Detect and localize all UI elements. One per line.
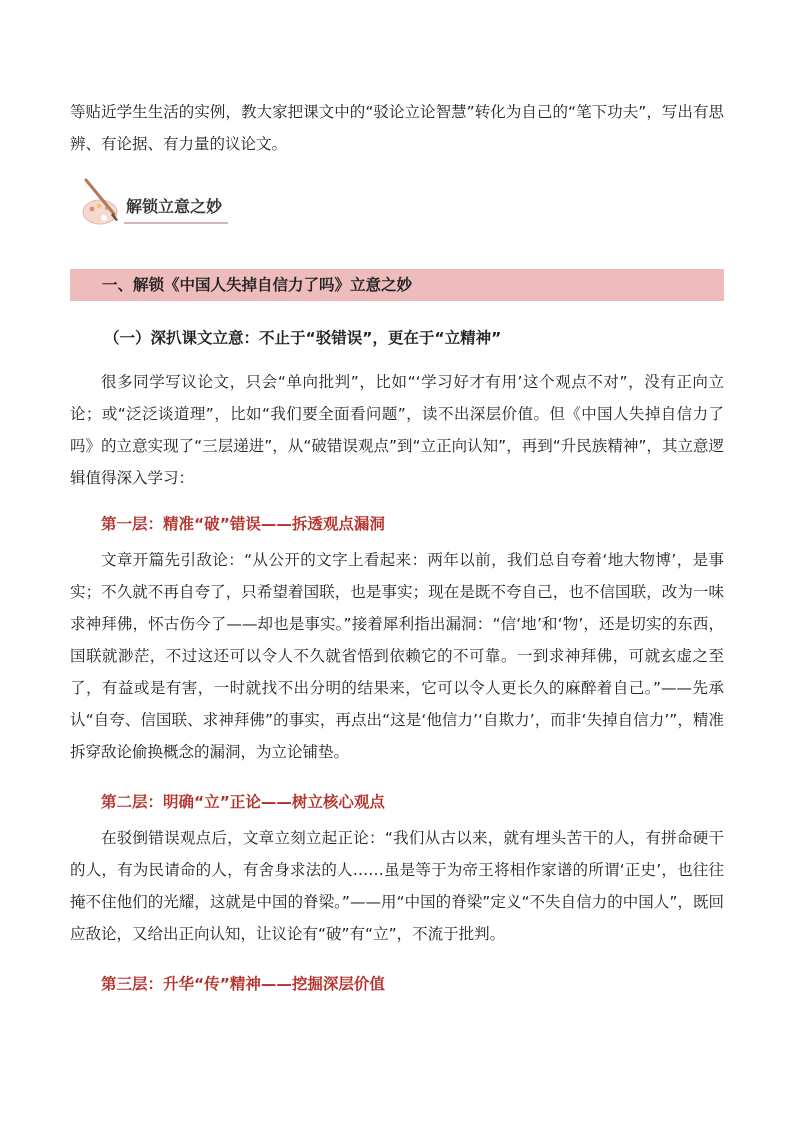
layer1-heading: 第一层：精准“破”错误——拆透观点漏洞 xyxy=(101,515,385,533)
layer1-paragraph: 文章开篇先引敌论：“从公开的文字上看起来：两年以前，我们总自夸着‘地大物博’，是事实；不久就不再自夸了，只希望着国联，也是事实；现在是既不夸自己，也不信国联，改为一味求神拜佛，怀古伤今了——却也是事实。”接着犀利指出漏洞：“信‘地’和‘物’，还是切实的东西，国联就渺茫，不过这还可以令人不久就省悟到依赖它的不可靠。一到求神拜佛，可就玄虚之至了，有益或是有害，一时就找不出分明的结果来，它可以令人更长久的麻醉着自己。”——先承认“自夸、信国联、求神拜佛”的事实，再点出“这是‘他信力’‘自欺力’，而非‘失掉自信力’”，精准拆穿敌论偷换概念的漏洞，为立论铺垫。 xyxy=(70,551,724,761)
section-title: 解锁立意之妙 xyxy=(126,197,223,216)
intro-paragraph: 等贴近学生生活的实例，教大家把课文中的“驳论立论智慧”转化为自己的“笔下功夫”，写出有思辨、有论据、有力量的议论文。 xyxy=(70,103,724,153)
section-underline xyxy=(124,222,228,224)
layer3-heading: 第三层：升华“传”精神——挖掘深层价值 xyxy=(101,975,385,993)
body-paragraph-1: 很多同学写议论文，只会“单向批判”，比如“‘学习好才有用’这个观点不对”，没有正向立论；或“泛泛谈道理”，比如“我们要全面看问题”，读不出深层价值。但《中国人失掉自信力了吗》的立意实现了“三层递进”，从“破错误观点”到“立正向认知”，再到“升民族精神”，其立意逻辑值得深入学习： xyxy=(70,373,724,487)
section-header xyxy=(80,178,230,230)
layer2-heading: 第二层：明确“立”正论——树立核心观点 xyxy=(101,793,385,811)
chapter-banner xyxy=(70,269,724,301)
layer2-paragraph: 在驳倒错误观点后，文章立刻立起正论：“我们从古以来，就有埋头苦干的人，有拼命硬干的人，有为民请命的人，有舍身求法的人……虽是等于为帝王将相作家谱的所谓‘正史’，也往往掩不住他们的光耀，这就是中国的脊梁。”——用“中国的脊梁”定义“不失自信力的中国人”，既回应敌论，又给出正向认知，让议论有“破”有“立”，不流于批判。 xyxy=(70,829,724,943)
chapter-banner-title: 一、解锁《中国人失掉自信力了吗》立意之妙 xyxy=(102,276,413,294)
subheading: （一）深扒课文立意：不止于“驳错误”，更在于“立精神” xyxy=(104,329,502,347)
paint-palette-brush-icon xyxy=(80,178,126,228)
